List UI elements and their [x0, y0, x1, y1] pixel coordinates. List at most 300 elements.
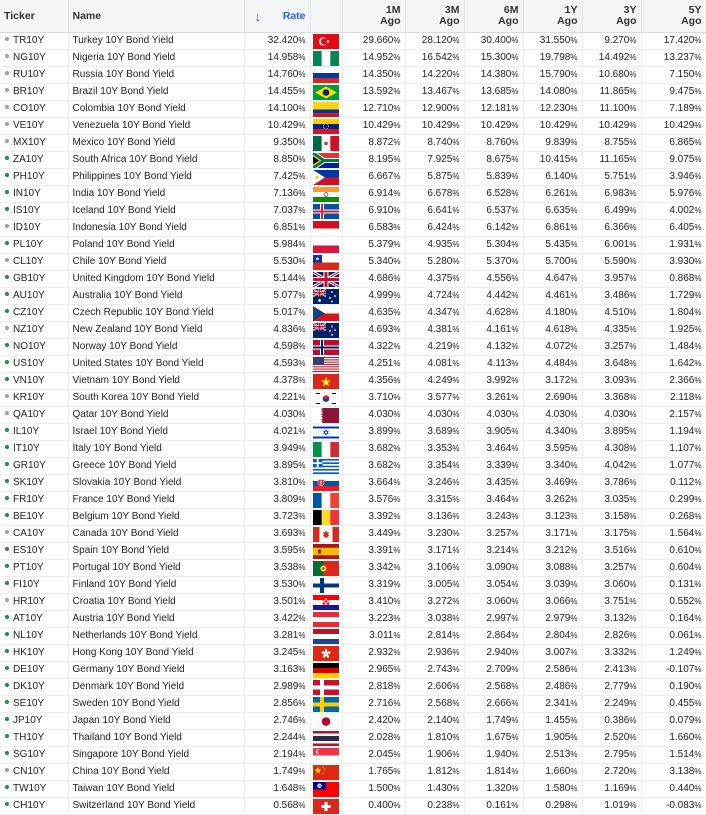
- column-header-1y[interactable]: [523, 0, 582, 33]
- ticker-cell[interactable]: [0, 424, 68, 441]
- bond-name[interactable]: Indonesia 10Y Bond Yield: [72, 222, 187, 233]
- table-row[interactable]: [0, 84, 706, 101]
- table-row[interactable]: [0, 220, 706, 237]
- y5-ago-value: 2.157: [669, 409, 695, 420]
- column-header-5y[interactable]: [641, 0, 706, 33]
- ticker-cell[interactable]: [0, 135, 68, 152]
- ticker-symbol[interactable]: BR10Y: [13, 86, 45, 97]
- ticker-cell[interactable]: [0, 441, 68, 458]
- m6-ago-cell: [464, 730, 523, 747]
- name-cell[interactable]: [68, 798, 244, 815]
- bond-name[interactable]: Austria 10Y Bond Yield: [72, 613, 175, 624]
- percent-sign: %: [694, 393, 702, 402]
- bond-name[interactable]: Poland 10Y Bond Yield: [72, 239, 175, 250]
- name-cell[interactable]: [68, 390, 244, 407]
- ticker-cell[interactable]: [0, 50, 68, 67]
- ticker-symbol[interactable]: CZ10Y: [13, 307, 45, 318]
- table-row[interactable]: [0, 152, 706, 169]
- name-cell[interactable]: [68, 33, 244, 50]
- ticker-symbol[interactable]: VE10Y: [13, 120, 45, 131]
- bond-name[interactable]: Iceland 10Y Bond Yield: [72, 205, 176, 216]
- table-row[interactable]: [0, 492, 706, 509]
- table-row[interactable]: [0, 135, 706, 152]
- ticker-cell[interactable]: [0, 509, 68, 526]
- ticker-symbol[interactable]: CO10Y: [13, 103, 46, 114]
- bond-name[interactable]: Croatia 10Y Bond Yield: [72, 596, 176, 607]
- table-row[interactable]: [0, 747, 706, 764]
- bond-name[interactable]: Taiwan 10Y Bond Yield: [72, 783, 175, 794]
- percent-sign: %: [570, 580, 578, 589]
- y3-ago-value: 4.030: [604, 409, 630, 420]
- percent-sign: %: [629, 53, 637, 62]
- table-row[interactable]: [0, 611, 706, 628]
- ticker-cell[interactable]: [0, 186, 68, 203]
- bond-name[interactable]: Italy 10Y Bond Yield: [72, 443, 162, 454]
- ticker-cell[interactable]: [0, 798, 68, 815]
- name-cell[interactable]: [68, 509, 244, 526]
- bond-name[interactable]: Qatar 10Y Bond Yield: [72, 409, 169, 420]
- name-cell[interactable]: [68, 135, 244, 152]
- down-arrow-icon[interactable]: ↓: [254, 8, 261, 24]
- table-row[interactable]: [0, 254, 706, 271]
- table-row[interactable]: [0, 390, 706, 407]
- table-row[interactable]: [0, 560, 706, 577]
- bond-name[interactable]: Thailand 10Y Bond Yield: [72, 732, 182, 743]
- bond-name[interactable]: South Korea 10Y Bond Yield: [72, 392, 200, 403]
- ticker-cell[interactable]: [0, 237, 68, 254]
- bond-name[interactable]: Germany 10Y Bond Yield: [72, 664, 185, 675]
- percent-sign: %: [298, 104, 306, 113]
- y3-ago-value: 2.413: [604, 664, 630, 675]
- table-row[interactable]: [0, 237, 706, 254]
- name-cell[interactable]: [68, 237, 244, 254]
- ticker-cell[interactable]: [0, 577, 68, 594]
- m3-ago-cell: [405, 84, 464, 101]
- ticker-cell[interactable]: [0, 169, 68, 186]
- table-row[interactable]: [0, 373, 706, 390]
- table-row[interactable]: [0, 322, 706, 339]
- ticker-symbol[interactable]: CN10Y: [13, 766, 46, 777]
- ticker-cell[interactable]: [0, 628, 68, 645]
- ticker-symbol[interactable]: US10Y: [13, 358, 45, 369]
- name-cell[interactable]: [68, 560, 244, 577]
- rate-cell: [244, 679, 310, 696]
- y3-ago-value: 3.957: [604, 273, 630, 284]
- ticker-symbol[interactable]: PL10Y: [13, 239, 44, 250]
- table-row[interactable]: [0, 118, 706, 135]
- bond-name[interactable]: Greece 10Y Bond Yield: [72, 460, 177, 471]
- table-row[interactable]: [0, 441, 706, 458]
- bond-name[interactable]: Hong Kong 10Y Bond Yield: [72, 647, 194, 658]
- name-cell[interactable]: [68, 373, 244, 390]
- ticker-cell[interactable]: [0, 764, 68, 781]
- table-row[interactable]: [0, 101, 706, 118]
- table-row[interactable]: [0, 305, 706, 322]
- bond-name[interactable]: United Kingdom 10Y Bond Yield: [72, 273, 215, 284]
- ticker-cell[interactable]: [0, 611, 68, 628]
- ticker-cell[interactable]: [0, 288, 68, 305]
- table-row[interactable]: [0, 458, 706, 475]
- ticker-cell[interactable]: [0, 101, 68, 118]
- ticker-symbol[interactable]: BE10Y: [13, 511, 45, 522]
- name-cell[interactable]: [68, 458, 244, 475]
- ticker-symbol[interactable]: AU10Y: [13, 290, 45, 301]
- column-header-6m[interactable]: [464, 0, 523, 33]
- ticker-symbol[interactable]: CL10Y: [13, 256, 44, 267]
- table-row[interactable]: [0, 543, 706, 560]
- status-dot-icon: [5, 496, 9, 500]
- ticker-cell[interactable]: [0, 560, 68, 577]
- table-row[interactable]: [0, 186, 706, 203]
- table-row[interactable]: [0, 509, 706, 526]
- table-row[interactable]: [0, 645, 706, 662]
- table-row[interactable]: [0, 526, 706, 543]
- table-row[interactable]: [0, 662, 706, 679]
- table-row[interactable]: [0, 679, 706, 696]
- bond-name[interactable]: France 10Y Bond Yield: [72, 494, 175, 505]
- y3-ago-value: 3.060: [604, 579, 630, 590]
- percent-sign: %: [694, 512, 702, 521]
- m6-ago-cell: [464, 67, 523, 84]
- ticker-cell[interactable]: [0, 730, 68, 747]
- ticker-cell[interactable]: [0, 33, 68, 50]
- ticker-symbol[interactable]: SK10Y: [13, 477, 45, 488]
- y1-ago-cell: [523, 424, 582, 441]
- ticker-cell[interactable]: [0, 645, 68, 662]
- ticker-symbol[interactable]: TW10Y: [13, 783, 47, 794]
- m3-ago-cell: [405, 271, 464, 288]
- bond-name[interactable]: United States 10Y Bond Yield: [72, 358, 204, 369]
- ticker-symbol[interactable]: DK10Y: [13, 681, 45, 692]
- bond-name[interactable]: Turkey 10Y Bond Yield: [72, 35, 174, 46]
- ticker-symbol[interactable]: DE10Y: [13, 664, 45, 675]
- y1-ago-cell: [523, 101, 582, 118]
- percent-sign: %: [629, 444, 637, 453]
- status-dot-icon: [5, 122, 9, 126]
- name-cell[interactable]: [68, 526, 244, 543]
- percent-sign: %: [694, 325, 702, 334]
- name-cell[interactable]: [68, 152, 244, 169]
- m1-ago-cell: [342, 645, 405, 662]
- name-cell[interactable]: [68, 730, 244, 747]
- y3-ago-value: 3.786: [604, 477, 630, 488]
- ticker-cell[interactable]: [0, 594, 68, 611]
- bond-name[interactable]: Belgium 10Y Bond Yield: [72, 511, 180, 522]
- ticker-cell[interactable]: [0, 339, 68, 356]
- name-cell[interactable]: [68, 186, 244, 203]
- ticker-symbol[interactable]: IN10Y: [13, 188, 41, 199]
- ticker-symbol[interactable]: PT10Y: [13, 562, 44, 573]
- ticker-cell[interactable]: [0, 373, 68, 390]
- ticker-cell[interactable]: [0, 271, 68, 288]
- bond-name[interactable]: India 10Y Bond Yield: [72, 188, 166, 199]
- ticker-symbol[interactable]: CH10Y: [13, 800, 46, 811]
- ticker-symbol[interactable]: NO10Y: [13, 341, 46, 352]
- ticker-cell[interactable]: [0, 203, 68, 220]
- percent-sign: %: [511, 682, 519, 691]
- bond-name[interactable]: Singapore 10Y Bond Yield: [72, 749, 190, 760]
- name-cell[interactable]: [68, 475, 244, 492]
- bond-name[interactable]: Australia 10Y Bond Yield: [72, 290, 183, 301]
- name-cell[interactable]: [68, 50, 244, 67]
- ticker-symbol[interactable]: QA10Y: [13, 409, 46, 420]
- name-cell[interactable]: [68, 118, 244, 135]
- ticker-cell[interactable]: [0, 679, 68, 696]
- ticker-symbol[interactable]: ID10Y: [13, 222, 41, 233]
- ticker-cell[interactable]: [0, 118, 68, 135]
- ticker-cell[interactable]: [0, 305, 68, 322]
- name-cell[interactable]: [68, 271, 244, 288]
- ticker-cell[interactable]: [0, 220, 68, 237]
- column-header-3m[interactable]: [405, 0, 464, 33]
- percent-sign: %: [694, 563, 702, 572]
- ticker-symbol[interactable]: HR10Y: [13, 596, 46, 607]
- ticker-symbol[interactable]: FI10Y: [13, 579, 40, 590]
- name-cell[interactable]: [68, 594, 244, 611]
- percent-sign: %: [452, 206, 460, 215]
- ticker-cell[interactable]: [0, 254, 68, 271]
- name-cell[interactable]: [68, 101, 244, 118]
- ticker-symbol[interactable]: NL10Y: [13, 630, 44, 641]
- table-row[interactable]: [0, 33, 706, 50]
- table-row[interactable]: [0, 713, 706, 730]
- percent-sign: %: [629, 597, 637, 606]
- ticker-cell[interactable]: [0, 526, 68, 543]
- bond-name[interactable]: Colombia 10Y Bond Yield: [72, 103, 186, 114]
- ticker-symbol[interactable]: JP10Y: [13, 715, 43, 726]
- name-cell[interactable]: [68, 543, 244, 560]
- table-row[interactable]: [0, 339, 706, 356]
- bond-name[interactable]: Venezuela 10Y Bond Yield: [72, 120, 191, 131]
- y3-ago-cell: [582, 730, 641, 747]
- percent-sign: %: [570, 308, 578, 317]
- ticker-cell[interactable]: [0, 84, 68, 101]
- bond-name[interactable]: Nigeria 10Y Bond Yield: [72, 52, 176, 63]
- finland-flag-icon: [313, 578, 339, 593]
- name-cell[interactable]: [68, 713, 244, 730]
- ticker-cell[interactable]: [0, 407, 68, 424]
- table-row[interactable]: [0, 730, 706, 747]
- percent-sign: %: [570, 376, 578, 385]
- m6-ago-cell: [464, 101, 523, 118]
- table-row[interactable]: [0, 356, 706, 373]
- percent-sign: %: [511, 699, 519, 708]
- name-cell[interactable]: [68, 169, 244, 186]
- bond-name[interactable]: New Zealand 10Y Bond Yield: [72, 324, 203, 335]
- ticker-cell[interactable]: [0, 390, 68, 407]
- rate-cell: [244, 118, 310, 135]
- ticker-symbol[interactable]: PH10Y: [13, 171, 45, 182]
- name-cell[interactable]: [68, 356, 244, 373]
- percent-sign: %: [570, 801, 578, 810]
- y5-ago-value: 3.138: [669, 766, 695, 777]
- percent-sign: %: [511, 359, 519, 368]
- table-row[interactable]: [0, 628, 706, 645]
- column-header-ticker[interactable]: [0, 0, 68, 33]
- bond-name[interactable]: China 10Y Bond Yield: [72, 766, 170, 777]
- ticker-symbol[interactable]: GR10Y: [13, 460, 46, 471]
- ticker-symbol[interactable]: TH10Y: [13, 732, 45, 743]
- status-dot-icon: [5, 802, 9, 806]
- name-cell[interactable]: [68, 441, 244, 458]
- name-cell[interactable]: [68, 628, 244, 645]
- ticker-symbol[interactable]: RU10Y: [13, 69, 46, 80]
- ticker-cell[interactable]: [0, 543, 68, 560]
- m3-ago-value: 4.081: [427, 358, 453, 369]
- ticker-cell[interactable]: [0, 662, 68, 679]
- table-row[interactable]: [0, 781, 706, 798]
- ticker-symbol[interactable]: GB10Y: [13, 273, 46, 284]
- bond-name[interactable]: Brazil 10Y Bond Yield: [72, 86, 169, 97]
- bond-name[interactable]: Czech Republic 10Y Bond Yield: [72, 307, 214, 318]
- table-row[interactable]: [0, 407, 706, 424]
- table-row[interactable]: [0, 577, 706, 594]
- percent-sign: %: [452, 155, 460, 164]
- ticker-symbol[interactable]: ES10Y: [13, 545, 45, 556]
- ticker-symbol[interactable]: TR10Y: [13, 35, 45, 46]
- ticker-symbol[interactable]: IT10Y: [13, 443, 40, 454]
- bond-name[interactable]: Slovakia 10Y Bond Yield: [72, 477, 182, 488]
- ticker-cell[interactable]: [0, 696, 68, 713]
- table-row[interactable]: [0, 798, 706, 815]
- table-row[interactable]: [0, 50, 706, 67]
- bond-name[interactable]: Switzerland 10Y Bond Yield: [72, 800, 196, 811]
- table-row[interactable]: [0, 424, 706, 441]
- y5-ago-cell: [641, 203, 706, 220]
- name-cell[interactable]: [68, 492, 244, 509]
- column-header-rate[interactable]: [244, 0, 310, 33]
- bond-name[interactable]: Spain 10Y Bond Yield: [72, 545, 170, 556]
- ticker-cell[interactable]: [0, 747, 68, 764]
- ticker-symbol[interactable]: FR10Y: [13, 494, 45, 505]
- bond-name[interactable]: Norway 10Y Bond Yield: [72, 341, 178, 352]
- bond-name[interactable]: South Africa 10Y Bond Yield: [72, 154, 198, 165]
- column-header-3y[interactable]: [582, 0, 641, 33]
- column-header-name[interactable]: [68, 0, 244, 33]
- m3-ago-value: 1.810: [427, 732, 453, 743]
- bond-name[interactable]: Vietnam 10Y Bond Yield: [72, 375, 180, 386]
- name-cell[interactable]: [68, 781, 244, 798]
- table-row[interactable]: [0, 594, 706, 611]
- ticker-symbol[interactable]: MX10Y: [13, 137, 46, 148]
- taiwan-flag-icon: [313, 782, 339, 797]
- percent-sign: %: [298, 682, 306, 691]
- name-cell[interactable]: [68, 254, 244, 271]
- y3-ago-cell: [582, 611, 641, 628]
- ticker-symbol[interactable]: CA10Y: [13, 528, 45, 539]
- name-cell[interactable]: [68, 696, 244, 713]
- bond-name[interactable]: Sweden 10Y Bond Yield: [72, 698, 180, 709]
- ticker-cell[interactable]: [0, 322, 68, 339]
- bond-name[interactable]: Russia 10Y Bond Yield: [72, 69, 175, 80]
- ticker-cell[interactable]: [0, 458, 68, 475]
- flag-cell: [310, 373, 342, 390]
- y1-ago-value: 10.429: [539, 120, 571, 131]
- ticker-cell[interactable]: [0, 781, 68, 798]
- name-cell[interactable]: [68, 305, 244, 322]
- ticker-symbol[interactable]: KR10Y: [13, 392, 45, 403]
- name-cell[interactable]: [68, 424, 244, 441]
- percent-sign: %: [452, 427, 460, 436]
- name-cell[interactable]: [68, 679, 244, 696]
- name-cell[interactable]: [68, 662, 244, 679]
- ticker-cell[interactable]: [0, 475, 68, 492]
- y3-ago-cell: [582, 713, 641, 730]
- ticker-cell[interactable]: [0, 152, 68, 169]
- y1-ago-value: 4.072: [545, 341, 571, 352]
- france-flag-icon: [313, 493, 339, 508]
- table-row[interactable]: [0, 67, 706, 84]
- bond-name[interactable]: Canada 10Y Bond Yield: [72, 528, 179, 539]
- bond-name[interactable]: Finland 10Y Bond Yield: [72, 579, 177, 590]
- ticker-symbol[interactable]: IS10Y: [13, 205, 41, 216]
- ticker-cell[interactable]: [0, 67, 68, 84]
- name-cell[interactable]: [68, 407, 244, 424]
- ticker-symbol[interactable]: SG10Y: [13, 749, 46, 760]
- table-row[interactable]: [0, 475, 706, 492]
- y1-ago-cell: [523, 798, 582, 815]
- percent-sign: %: [393, 716, 401, 725]
- table-row[interactable]: [0, 764, 706, 781]
- ticker-cell[interactable]: [0, 713, 68, 730]
- table-row[interactable]: [0, 288, 706, 305]
- ticker-cell[interactable]: [0, 356, 68, 373]
- ticker-symbol[interactable]: SE10Y: [13, 698, 45, 709]
- name-cell[interactable]: [68, 339, 244, 356]
- ticker-symbol[interactable]: VN10Y: [13, 375, 45, 386]
- name-cell[interactable]: [68, 764, 244, 781]
- bond-name[interactable]: Chile 10Y Bond Yield: [72, 256, 167, 267]
- name-cell[interactable]: [68, 288, 244, 305]
- m3-ago-cell: [405, 373, 464, 390]
- table-row[interactable]: [0, 203, 706, 220]
- y1-ago-value: 3.171: [545, 528, 571, 539]
- bond-name[interactable]: Japan 10Y Bond Yield: [72, 715, 171, 726]
- bond-name[interactable]: Portugal 10Y Bond Yield: [72, 562, 181, 573]
- name-cell[interactable]: [68, 84, 244, 101]
- name-cell[interactable]: [68, 645, 244, 662]
- name-cell[interactable]: [68, 203, 244, 220]
- rate-cell: [244, 713, 310, 730]
- table-row[interactable]: [0, 271, 706, 288]
- name-cell[interactable]: [68, 220, 244, 237]
- y3-ago-cell: [582, 628, 641, 645]
- ticker-symbol[interactable]: ZA10Y: [13, 154, 44, 165]
- bond-name[interactable]: Denmark 10Y Bond Yield: [72, 681, 185, 692]
- table-row[interactable]: [0, 169, 706, 186]
- bond-name[interactable]: Mexico 10Y Bond Yield: [72, 137, 176, 148]
- percent-sign: %: [452, 172, 460, 181]
- ticker-symbol[interactable]: NG10Y: [13, 52, 46, 63]
- rate-value: 4.030: [273, 409, 299, 420]
- table-row[interactable]: [0, 696, 706, 713]
- ticker-cell[interactable]: [0, 492, 68, 509]
- ticker-symbol[interactable]: AT10Y: [13, 613, 43, 624]
- flag-cell: [310, 152, 342, 169]
- name-cell[interactable]: [68, 611, 244, 628]
- name-cell[interactable]: [68, 577, 244, 594]
- name-cell[interactable]: [68, 322, 244, 339]
- name-cell[interactable]: [68, 67, 244, 84]
- ticker-symbol[interactable]: NZ10Y: [13, 324, 45, 335]
- bond-name[interactable]: Philippines 10Y Bond Yield: [72, 171, 192, 182]
- ticker-symbol[interactable]: HK10Y: [13, 647, 45, 658]
- column-header-1m[interactable]: [342, 0, 405, 33]
- name-cell[interactable]: [68, 747, 244, 764]
- bond-name[interactable]: Netherlands 10Y Bond Yield: [72, 630, 198, 641]
- bond-name[interactable]: Israel 10Y Bond Yield: [72, 426, 168, 437]
- ticker-symbol[interactable]: IL10Y: [13, 426, 40, 437]
